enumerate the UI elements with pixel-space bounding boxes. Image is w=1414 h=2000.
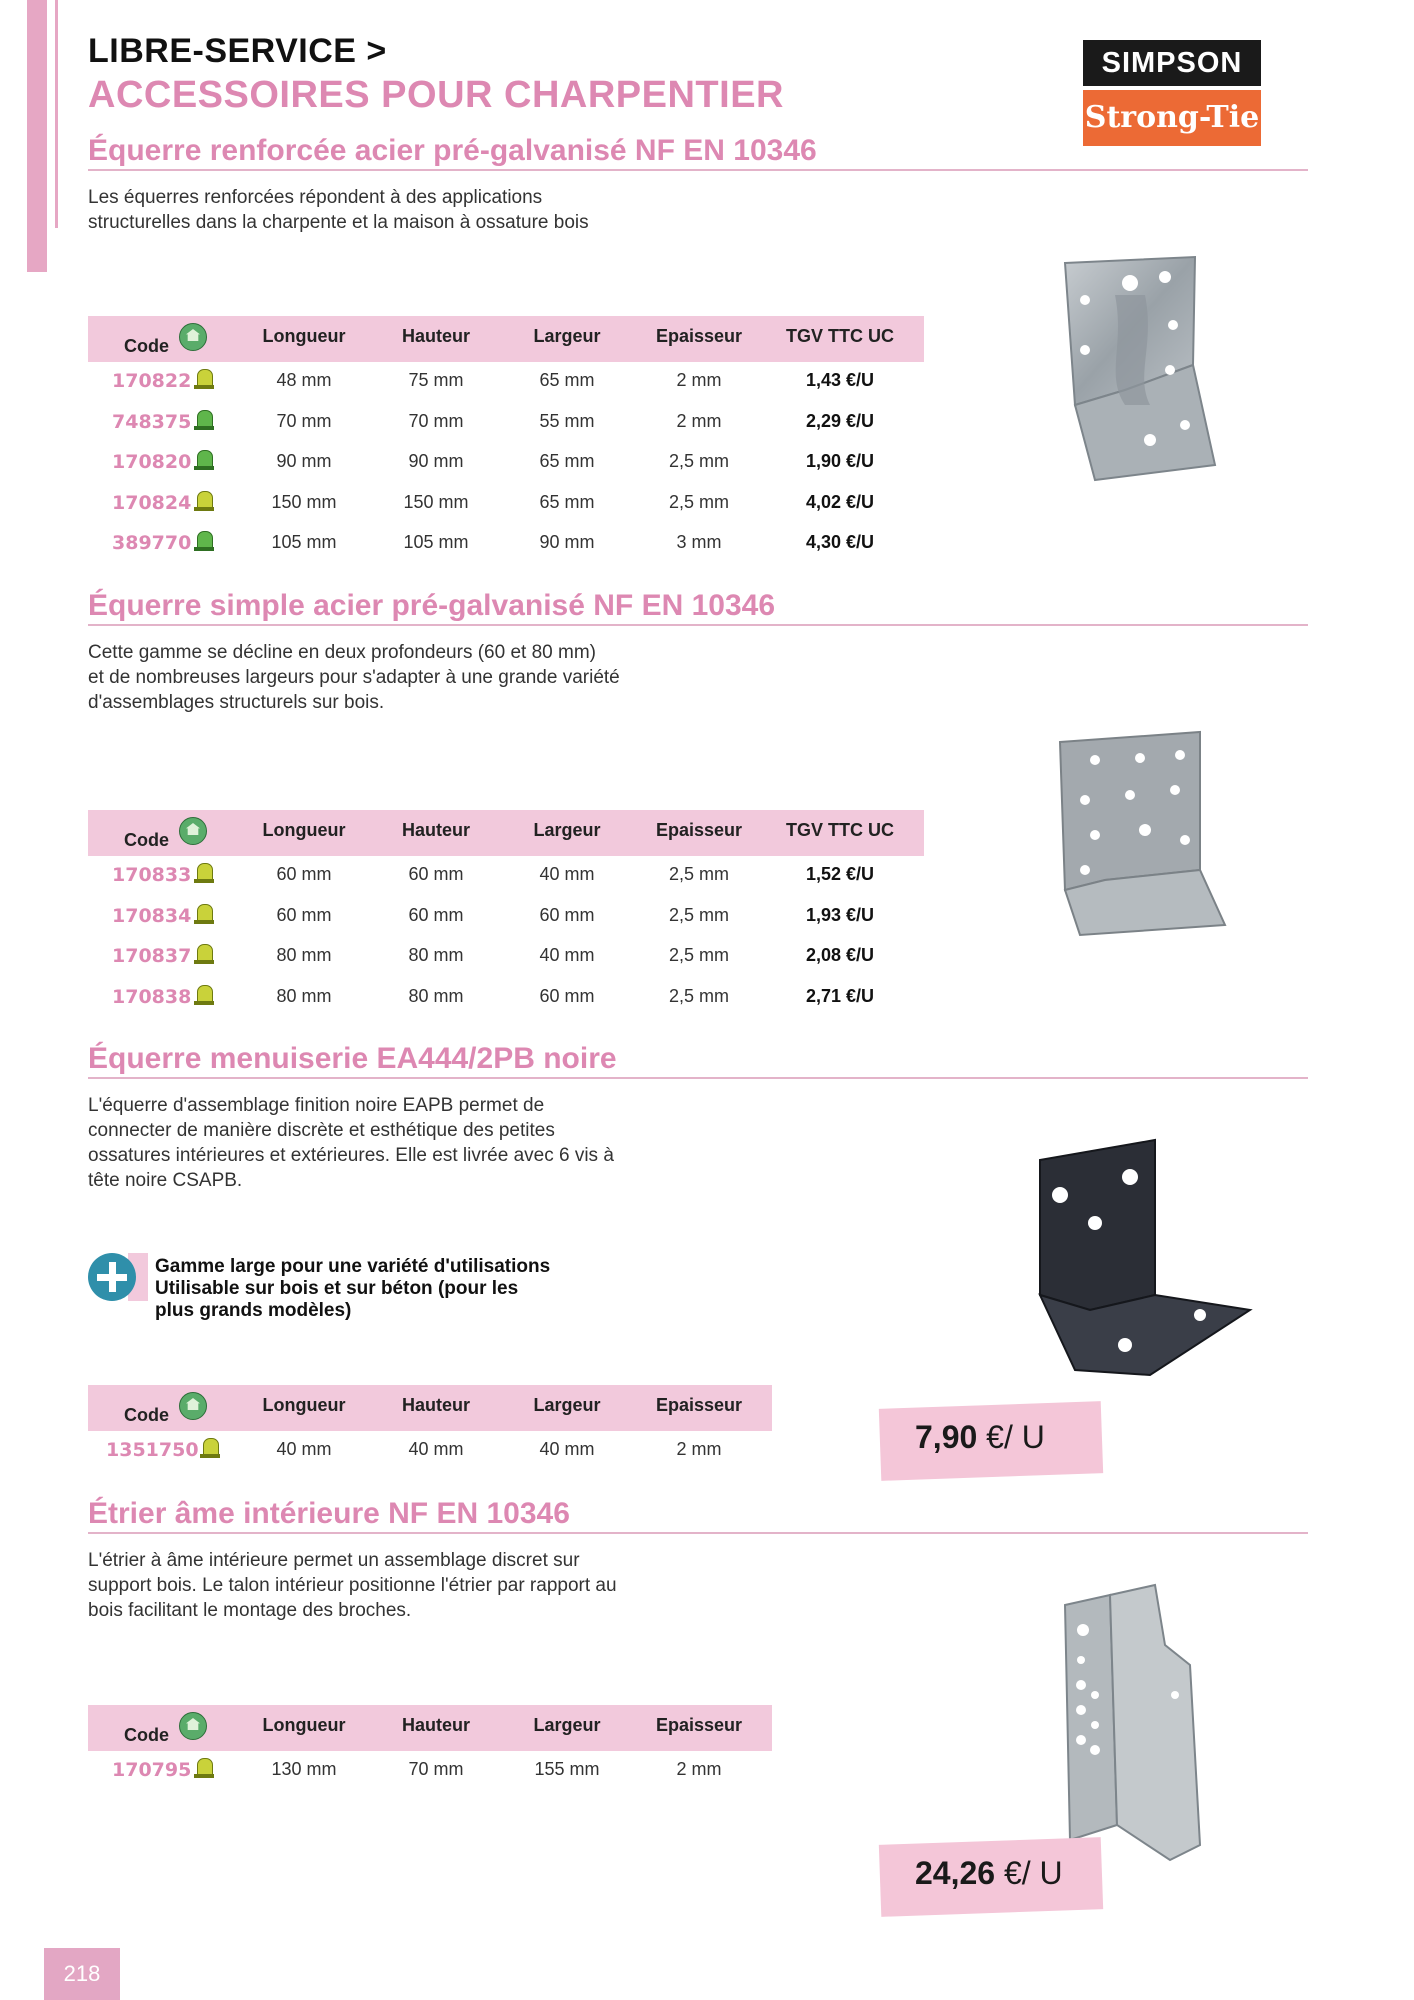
cell-hauteur: 40 mm [408,1439,464,1459]
cell-longueur: 130 mm [271,1759,337,1779]
product-code: 170838 [112,985,192,1008]
cell-largeur: 65 mm [539,451,595,471]
table-header [88,1385,772,1431]
table-row [88,1431,772,1472]
section-title: Étrier âme intérieure NF EN 10346 [88,1497,570,1530]
column-header-hauteur: Hauteur [401,1715,470,1735]
table-row [88,524,924,565]
cell-price: 1,93 €/U [805,904,875,925]
table-row [88,978,924,1019]
column-header-epaisseur: Epaisseur [655,1395,743,1415]
shelf-icon [194,369,214,391]
table-header [88,1705,772,1751]
shelf-icon [194,944,214,966]
cell-longueur: 90 mm [276,451,332,471]
black-bracket-image [1030,1135,1250,1375]
section-title: Équerre renforcée acier pré-galvanisé NF EN 10346 [88,134,817,167]
cell-hauteur: 75 mm [408,370,464,390]
section-title: Équerre menuiserie EA444/2PB noire [88,1042,617,1075]
cell-epaisseur: 2,5 mm [668,985,729,1006]
advantage-line: plus grands modèles) [155,1300,352,1321]
cell-hauteur: 80 mm [408,985,464,1006]
shelf-icon [194,531,214,553]
cell-hauteur: 90 mm [408,451,464,471]
table-row [88,1751,772,1792]
column-header-largeur: Largeur [533,1715,601,1735]
page-number: 218 [44,1948,120,2000]
cell-largeur: 40 mm [539,1439,595,1459]
description-line: Cette gamme se décline en deux profondeurs (60 et 80 mm) [88,642,596,663]
side-accent-bar [27,0,47,272]
cell-epaisseur: 2,5 mm [668,451,729,471]
cell-longueur: 48 mm [276,370,332,390]
cell-largeur: 40 mm [539,864,595,884]
section-description [88,640,620,715]
store-icon [179,817,207,845]
column-header-epaisseur: Epaisseur [655,820,743,840]
side-accent-line [55,0,58,228]
cell-price: 2,29 €/U [805,410,875,431]
section-description [88,1548,617,1623]
cell-longueur: 60 mm [276,904,332,925]
cell-hauteur: 80 mm [408,945,464,965]
shelf-icon [194,450,214,472]
brand-logo-bottom: Strong-Tie [1083,90,1261,146]
section-divider [88,624,1308,626]
description-line: L'étrier à âme intérieure permet un assemblage discret sur [88,1550,580,1571]
shelf-icon [194,491,214,513]
column-header-price: TGV TTC UC [786,326,894,346]
product-code: 170833 [112,864,192,886]
breadcrumb: LIBRE-SERVICE > [88,32,387,70]
cell-price: 1,43 €/U [805,370,875,390]
joist-hanger-image [1055,1585,1225,1865]
cell-longueur: 40 mm [276,1439,332,1459]
column-header-hauteur: Hauteur [401,820,470,840]
shelf-icon [194,410,214,432]
cell-longueur: 70 mm [276,410,332,431]
product-code: 170824 [112,491,192,514]
column-header-longueur: Longueur [262,1395,346,1415]
column-header-code: Code [124,336,169,356]
product-code: 170822 [112,370,192,392]
column-header-longueur: Longueur [262,326,346,346]
column-header-epaisseur: Epaisseur [655,326,743,346]
table-row [88,897,924,938]
cell-price: 1,90 €/U [805,451,875,471]
column-header-epaisseur: Epaisseur [655,1715,743,1735]
description-line: Les équerres renforcées répondent à des applications [88,187,543,208]
cell-epaisseur: 2 mm [676,370,722,390]
section-divider [88,1077,1308,1079]
description-line: ossatures intérieures et extérieures. Elle est livrée avec 6 vis à [88,1145,614,1166]
table-row [88,484,924,525]
cell-longueur: 80 mm [276,945,332,965]
advantage-line: Utilisable sur bois et sur béton (pour les [155,1278,519,1299]
description-line: d'assemblages structurels sur bois. [88,692,385,713]
cell-hauteur: 105 mm [403,532,469,552]
section-title: Équerre simple acier pré-galvanisé NF EN 10346 [88,589,775,622]
description-line: tête noire CSAPB. [88,1170,243,1191]
cell-largeur: 65 mm [539,370,595,390]
cell-price: 1,52 €/U [805,864,875,884]
advantage-line: Gamme large pour une variété d'utilisations [155,1256,551,1277]
table-header [88,316,924,362]
page-title: ACCESSOIRES POUR CHARPENTIER [88,74,784,116]
product-table [88,1705,772,1792]
table-header [88,810,924,856]
description-line: bois facilitant le montage des broches. [88,1600,412,1621]
column-header-code: Code [124,1405,169,1425]
cell-largeur: 90 mm [539,532,595,552]
cell-hauteur: 60 mm [408,904,464,925]
description-line: et de nombreuses largeurs pour s'adapter à une grande variété [88,667,620,688]
price-unit: €/ U [986,1419,1045,1455]
cell-epaisseur: 2 mm [676,1759,722,1779]
column-header-code: Code [124,830,169,850]
cell-epaisseur: 2,5 mm [668,491,729,512]
store-icon [179,323,207,351]
cell-largeur: 55 mm [539,410,595,431]
column-header-hauteur: Hauteur [401,326,470,346]
product-code: 170795 [112,1759,192,1781]
table-row [88,362,924,403]
section-divider [88,1532,1308,1534]
section-divider [88,169,1308,171]
shelf-icon [200,1438,220,1460]
shelf-icon [194,904,214,926]
cell-hauteur: 70 mm [408,410,464,431]
cell-largeur: 60 mm [539,985,595,1006]
price-value: 24,26 [915,1855,996,1891]
product-code: 170837 [112,945,192,967]
cell-longueur: 80 mm [276,985,332,1006]
cell-price: 2,71 €/U [805,985,875,1006]
column-header-hauteur: Hauteur [401,1395,470,1415]
advantages-badge [88,1253,148,1301]
shelf-icon [194,863,214,885]
cell-epaisseur: 2 mm [676,1439,722,1459]
price-label [915,1419,1045,1456]
cell-epaisseur: 2 mm [676,410,722,431]
cell-epaisseur: 2,5 mm [668,864,729,884]
cell-price: 4,02 €/U [805,491,875,512]
cell-epaisseur: 3 mm [676,532,722,552]
product-code: 748375 [112,410,192,433]
cell-epaisseur: 2,5 mm [668,904,729,925]
cell-largeur: 40 mm [539,945,595,965]
brand-logo [1083,40,1261,146]
column-header-largeur: Largeur [533,820,601,840]
description-line: structurelles dans la charpente et la maison à ossature bois [88,212,589,233]
product-code: 170820 [112,451,192,473]
advantages-list [155,1256,550,1322]
cell-hauteur: 60 mm [408,864,464,884]
cell-longueur: 60 mm [276,864,332,884]
simple-bracket-image [1045,730,1235,940]
column-header-largeur: Largeur [533,326,601,346]
price-unit: €/ U [1003,1855,1063,1891]
product-table [88,316,924,565]
description-line: connecter de manière discrète et esthétique des petites [88,1120,555,1141]
cell-hauteur: 70 mm [408,1759,464,1779]
table-row [88,403,924,444]
product-code: 1351750 [106,1439,199,1461]
cell-price: 2,08 €/U [805,945,875,965]
cell-largeur: 155 mm [534,1759,600,1779]
section-description [88,185,589,235]
shelf-icon [194,985,214,1007]
table-row [88,856,924,897]
price-value: 7,90 [915,1419,978,1455]
cell-largeur: 65 mm [539,491,595,512]
cell-price: 4,30 €/U [805,532,875,552]
store-icon [179,1392,207,1420]
cell-largeur: 60 mm [539,904,595,925]
store-icon [179,1712,207,1740]
product-code: 170834 [112,904,192,927]
cell-hauteur: 150 mm [403,491,469,512]
column-header-largeur: Largeur [533,1395,601,1415]
description-line: L'équerre d'assemblage finition noire EAPB permet de [88,1095,545,1116]
cell-longueur: 150 mm [271,491,337,512]
column-header-price: TGV TTC UC [786,820,894,840]
table-row [88,937,924,978]
column-header-longueur: Longueur [262,820,346,840]
product-table [88,810,924,1018]
brand-logo-top: SIMPSON [1083,40,1261,86]
description-line: support bois. Le talon intérieur positionne l'étrier par rapport au [88,1575,617,1596]
product-table [88,1385,772,1472]
cell-epaisseur: 2,5 mm [668,945,729,965]
plus-icon [88,1253,136,1301]
price-label [915,1855,1063,1892]
table-row [88,443,924,484]
shelf-icon [194,1758,214,1780]
reinforced-bracket-image [1055,255,1235,485]
cell-longueur: 105 mm [271,532,337,552]
column-header-longueur: Longueur [262,1715,346,1735]
column-header-code: Code [124,1725,169,1745]
product-code: 389770 [112,532,192,554]
section-description [88,1093,614,1193]
